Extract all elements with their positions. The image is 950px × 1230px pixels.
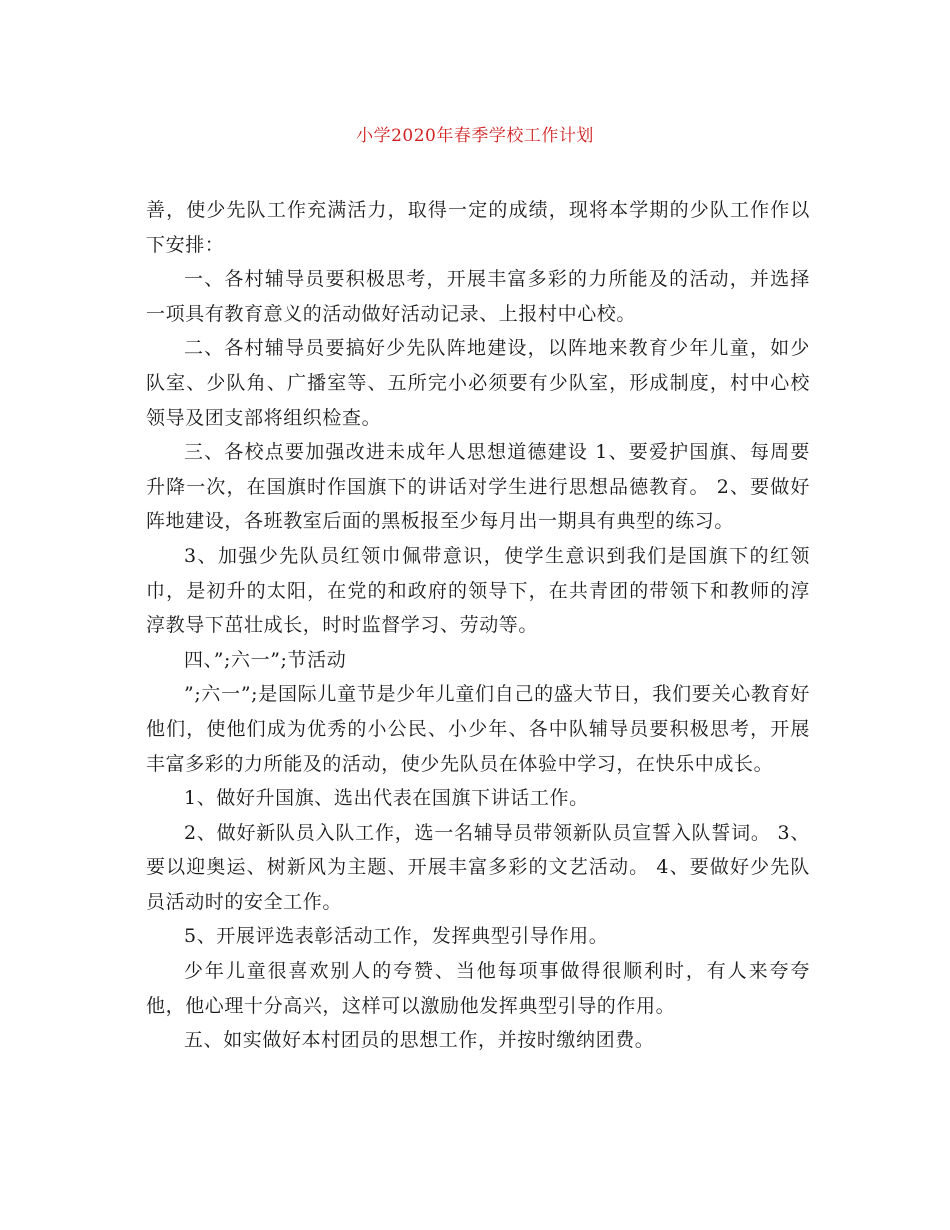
paragraph: 二、各村辅导员要搞好少先队阵地建设，以阵地来教育少年儿童，如少队室、少队角、广播室等、五所完小必须要有少队室，形成制度，村中心校领导及团支部将组织检查。 [146,337,810,429]
paragraph: 5、开展评选表彰活动工作，发挥典型引导作用。 [184,925,609,948]
paragraph: 1、做好升国旗、选出代表在国旗下讲话工作。 [184,787,589,810]
document-body [146,193,810,1058]
paragraph: 善，使少先队工作充满活力，取得一定的成绩，现将本学期的少队工作作以下安排： [146,199,810,256]
paragraph: 三、各校点要加强改进未成年人思想道德建设 1、要爱护国旗、每周要升降一次，在国旗时作国旗下的讲话对学生进行思想品德教育。 2、要做好阵地建设，各班教室后面的黑板报至少每月出一期具有典型的练习。 [146,441,810,533]
paragraph: 3、加强少先队员红领巾佩带意识，使学生意识到我们是国旗下的红领巾，是初升的太阳，在党的和政府的领导下，在共青团的带领下和教师的淳淳教导下茁壮成长，时时监督学习、劳动等。 [146,544,810,637]
paragraph: 一、各村辅导员要积极思考，开展丰富多彩的力所能及的活动，并选择一项具有教育意义的活动做好活动记录、上报村中心校。 [146,268,810,325]
document-title: 小学2020年春季学校工作计划 [356,126,594,146]
paragraph: 少年儿童很喜欢别人的夸赞、当他每项事做得很顺利时，有人来夸夸他，他心理十分高兴，这样可以激励他发挥典型引导的作用。 [146,960,810,1017]
paragraph: 四、”;六一”;节活动 [184,648,347,671]
paragraph: 五、如实做好本村团员的思想工作，并按时缴纳团费。 [184,1029,655,1052]
paragraph: 2、做好新队员入队工作，选一名辅导员带领新队员宣誓入队誓词。 3、要以迎奥运、树新风为主题、开展丰富多彩的文艺活动。 4、要做好少先队员活动时的安全工作。 [146,821,810,913]
paragraph: ”;六一”;是国际儿童节是少年儿童们自己的盛大节日，我们要关心教育好他们，使他们成为优秀的小公民、小少年、各中队辅导员要积极思考，开展丰富多彩的力所能及的活动，使少先队员在体验中学习，在快乐中成长。 [146,683,810,775]
